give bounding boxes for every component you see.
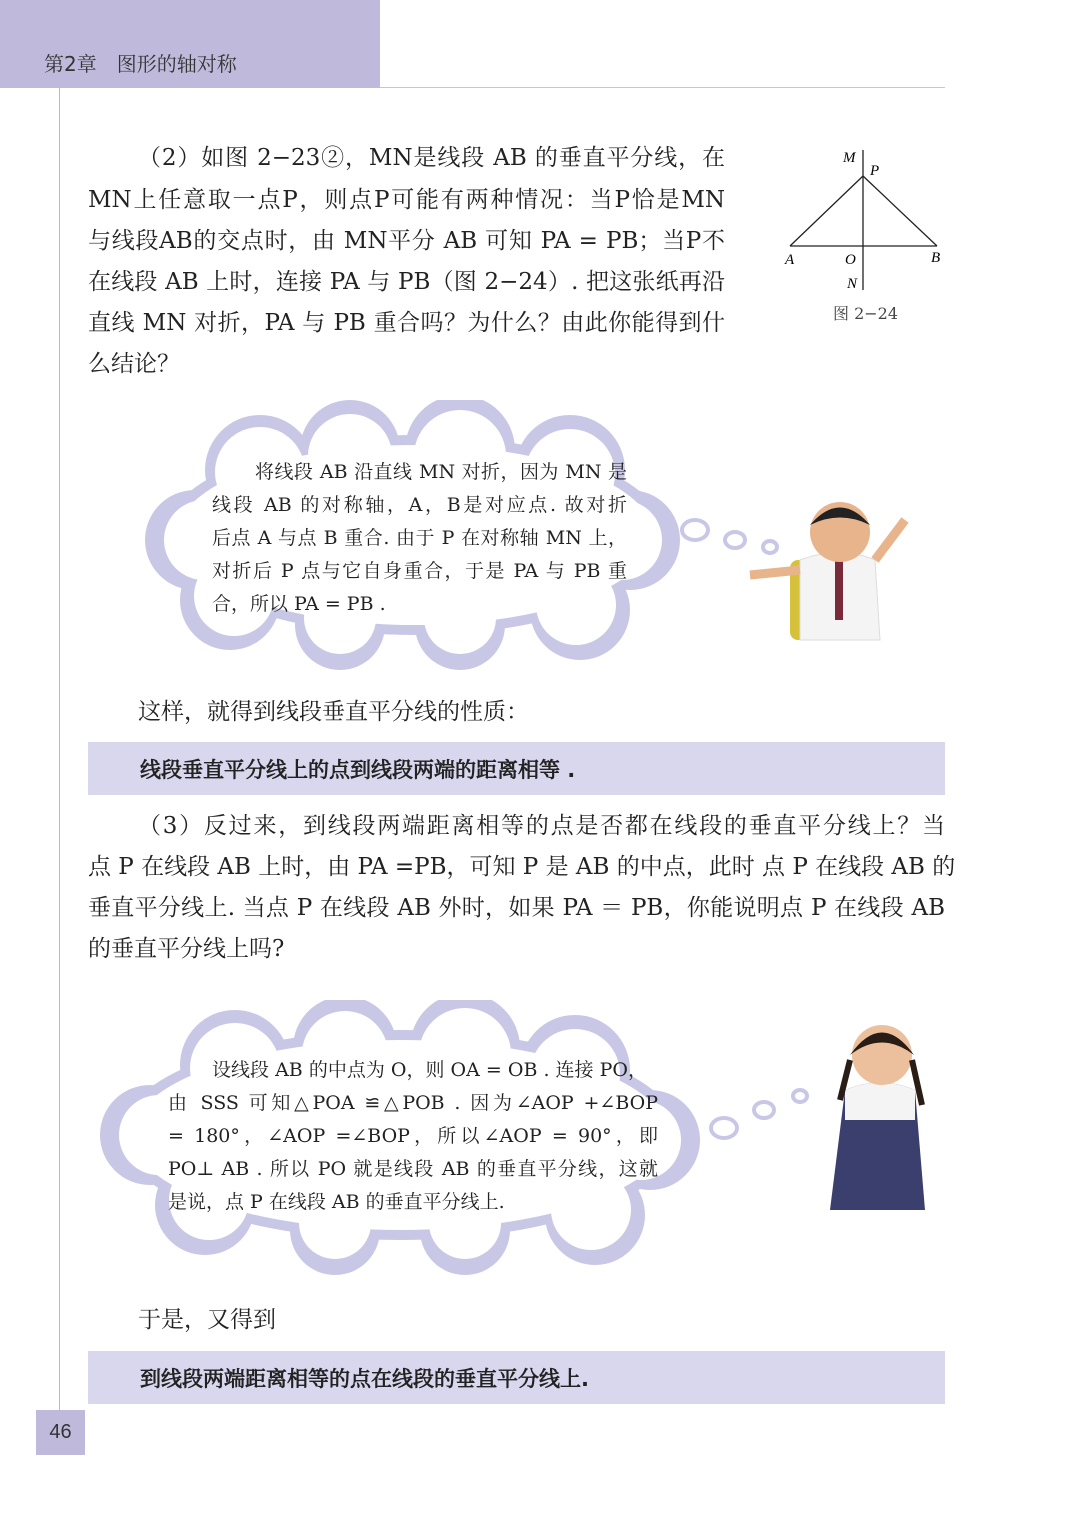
intro-text-2: 于是，又得到 [138, 1307, 276, 1333]
girl-illustration [700, 1010, 940, 1220]
para2-line: 在线段 AB 上时，连接 PA 与 PB（图 2−24）. 把这张纸再沿 [88, 269, 725, 295]
property-box-1 [88, 742, 945, 795]
cloud2-line: = 180°，∠AOP =∠BOP，所以∠AOP = 90°，即 [168, 1125, 658, 1147]
cloud1-line: 线段 AB 的对称轴，A，B是对应点. 故对折 [212, 494, 627, 516]
figure-caption: 图 2−24 [833, 304, 899, 323]
para2-line: 与线段AB的交点时，由 MN平分 AB 可知 PA = PB；当P不 [88, 228, 725, 254]
chapter-header [0, 0, 380, 88]
property-text-1: 线段垂直平分线上的点到线段两端的距离相等 . [140, 758, 576, 782]
label-A: A [785, 252, 795, 268]
margin-line [59, 88, 60, 1410]
cloud2-line: PO⊥ AB . 所以 PO 就是线段 AB 的垂直平分线，这就 [168, 1158, 658, 1180]
label-B: B [931, 250, 941, 266]
cloud1-line: 将线段 AB 沿直线 MN 对折，因为 MN 是 [255, 461, 627, 483]
para2-line: MN上任意取一点P，则点P可能有两种情况：当P恰是MN [88, 187, 725, 213]
cloud1-line: 合，所以 PA = PB . [212, 593, 386, 615]
para3-line: 垂直平分线上. 当点 P 在线段 AB 外时，如果 PA ＝ PB，你能说明点 P 在线段 AB [88, 895, 945, 921]
property-text-2: 到线段两端距离相等的点在线段的垂直平分线上. [140, 1367, 589, 1391]
cloud2-line: 设线段 AB 的中点为 O，则 OA = OB . 连接 PO， [212, 1059, 647, 1081]
label-N: N [847, 276, 858, 292]
boy-illustration [675, 490, 925, 660]
page-number: 46 [36, 1410, 85, 1455]
para3-line: 的垂直平分线上吗? [88, 936, 285, 962]
intro-text-1: 这样，就得到线段垂直平分线的性质： [138, 699, 529, 725]
para2-line: 直线 MN 对折，PA 与 PB 重合吗？为什么？由此你能得到什 [88, 310, 725, 336]
para3-line: 点 P 在线段 AB 上时，由 PA =PB，可知 P 是 AB 的中点，此时 点 P 在线段 AB 的 [88, 854, 956, 880]
cloud2-line: 是说，点 P 在线段 AB 的垂直平分线上. [168, 1191, 505, 1213]
para2-line: 么结论？ [88, 351, 180, 377]
chapter-title: 第2章 图形的轴对称 [44, 52, 237, 76]
property-box-2 [88, 1351, 945, 1404]
label-O: O [845, 252, 856, 268]
header-divider [380, 87, 945, 88]
label-P: P [870, 163, 880, 179]
label-M: M [843, 150, 856, 166]
cloud1-line: 对折后 P 点与它自身重合，于是 PA 与 PB 重 [212, 560, 627, 582]
para3-line: （3）反过来，到线段两端距离相等的点是否都在线段的垂直平分线上？当 [138, 813, 945, 839]
cloud2-line: 由 SSS 可知△POA ≌△POB . 因为∠AOP +∠BOP [168, 1092, 658, 1114]
figure-2-24 [775, 140, 955, 330]
para2-line: （2）如图 2−23②，MN是线段 AB 的垂直平分线，在 [138, 145, 725, 171]
cloud1-line: 后点 A 与点 B 重合. 由于 P 在对称轴 MN 上， [212, 527, 627, 549]
